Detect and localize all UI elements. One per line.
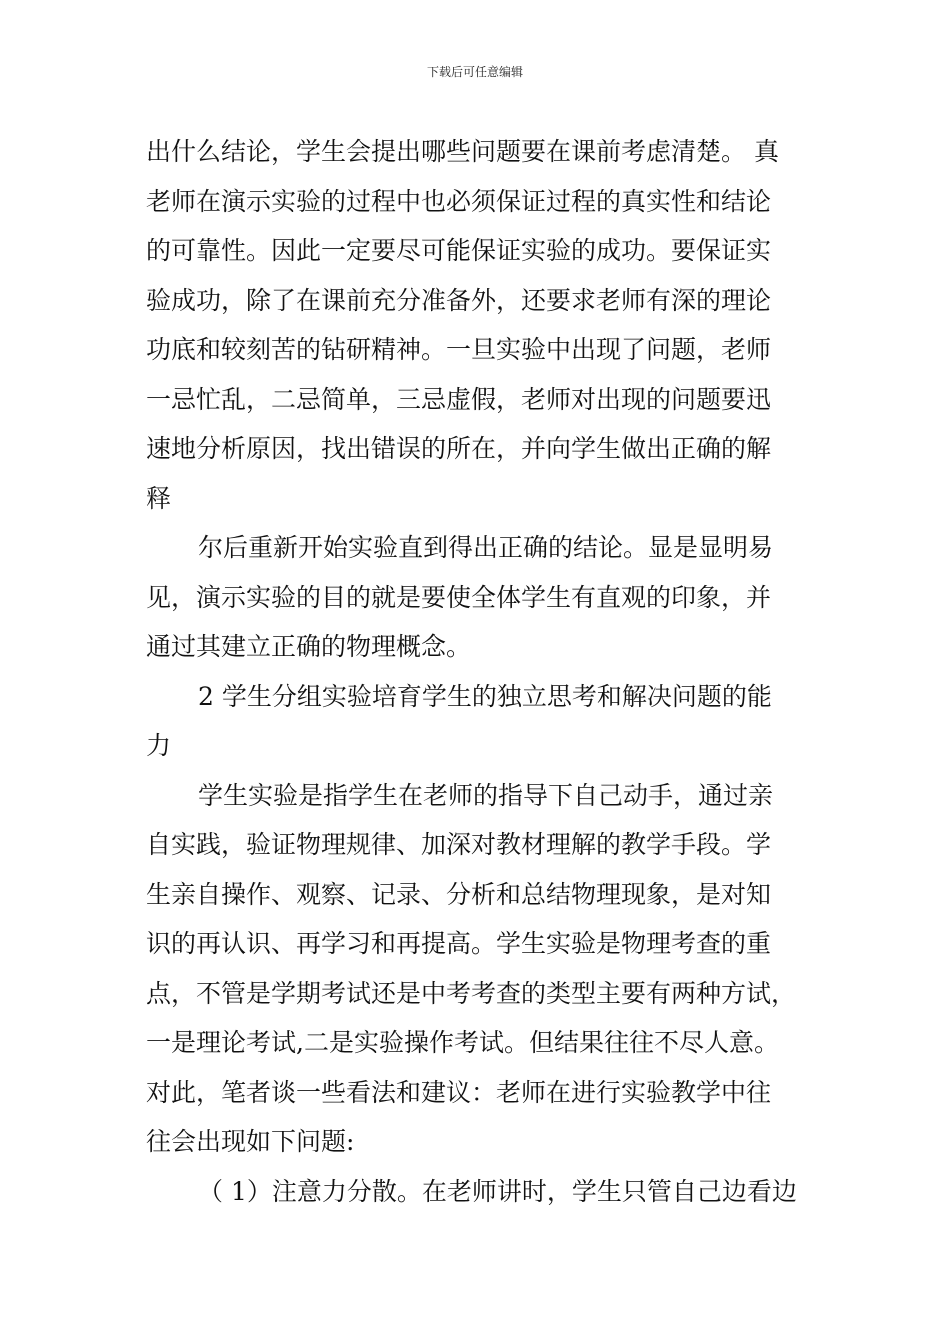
document-body xyxy=(146,127,808,1216)
paragraph-first-line: 学生实验是指学生在老师的指导下自己动手，通过亲 xyxy=(198,780,774,810)
text-line: 识的再认识、再学习和再提高。学生实验是物理考查的重 xyxy=(146,929,772,958)
text-line: 往会出现如下问题: xyxy=(146,1127,355,1156)
text-line: 一是理论考试,二是实验操作考试。但结果往往不尽人意。 xyxy=(146,1028,779,1057)
section-heading: 2 学生分组实验培育学生的独立思考和解决问题的能 xyxy=(198,681,772,711)
text-line: 出什么结论，学生会提出哪些问题要在课前考虑清楚。 真 xyxy=(146,137,779,166)
page-header: 下载后可任意编辑 xyxy=(426,65,523,79)
text-line: 老师在演示实验的过程中也必须保证过程的真实性和结论 xyxy=(146,186,772,216)
text-line: 一忌忙乱，二忌简单，三忌虚假，老师对出现的问题要迅 xyxy=(146,384,772,414)
text-line: 验成功，除了在课前充分准备外，还要求老师有深的理论 xyxy=(146,285,772,315)
text-line: 的可靠性。因此一定要尽可能保证实验的成功。要保证实 xyxy=(146,236,772,265)
paragraph-first-line: 尔后重新开始实验直到得出正确的结论。显是显明易 xyxy=(198,533,774,562)
text-line: 对此，笔者谈一些看法和建议：老师在进行实验教学中往 xyxy=(146,1077,772,1107)
list-item: （ 1）注意力分散。在老师讲时，学生只管自己边看边 xyxy=(198,1176,797,1206)
text-line: 释 xyxy=(146,483,172,513)
text-line: 速地分析原因，找出错误的所在，并向学生做出正确的解 xyxy=(146,434,772,463)
text-line: 生亲自操作、观察、记录、分析和总结物理现象，是对知 xyxy=(146,879,772,909)
text-line: 通过其建立正确的物理概念。 xyxy=(146,632,472,661)
text-line: 见，演示实验的目的就是要使全体学生有直观的印象，并 xyxy=(146,582,772,612)
text-line: 功底和较刻苦的钻研精神。一旦实验中出现了问题，老师 xyxy=(146,335,772,364)
text-line: 自实践，验证物理规律、加深对教材理解的教学手段。学 xyxy=(146,830,772,859)
text-line: 点，不管是学期考试还是中考考查的类型主要有两种方试， xyxy=(146,978,797,1008)
section-heading-continued: 力 xyxy=(146,731,172,760)
